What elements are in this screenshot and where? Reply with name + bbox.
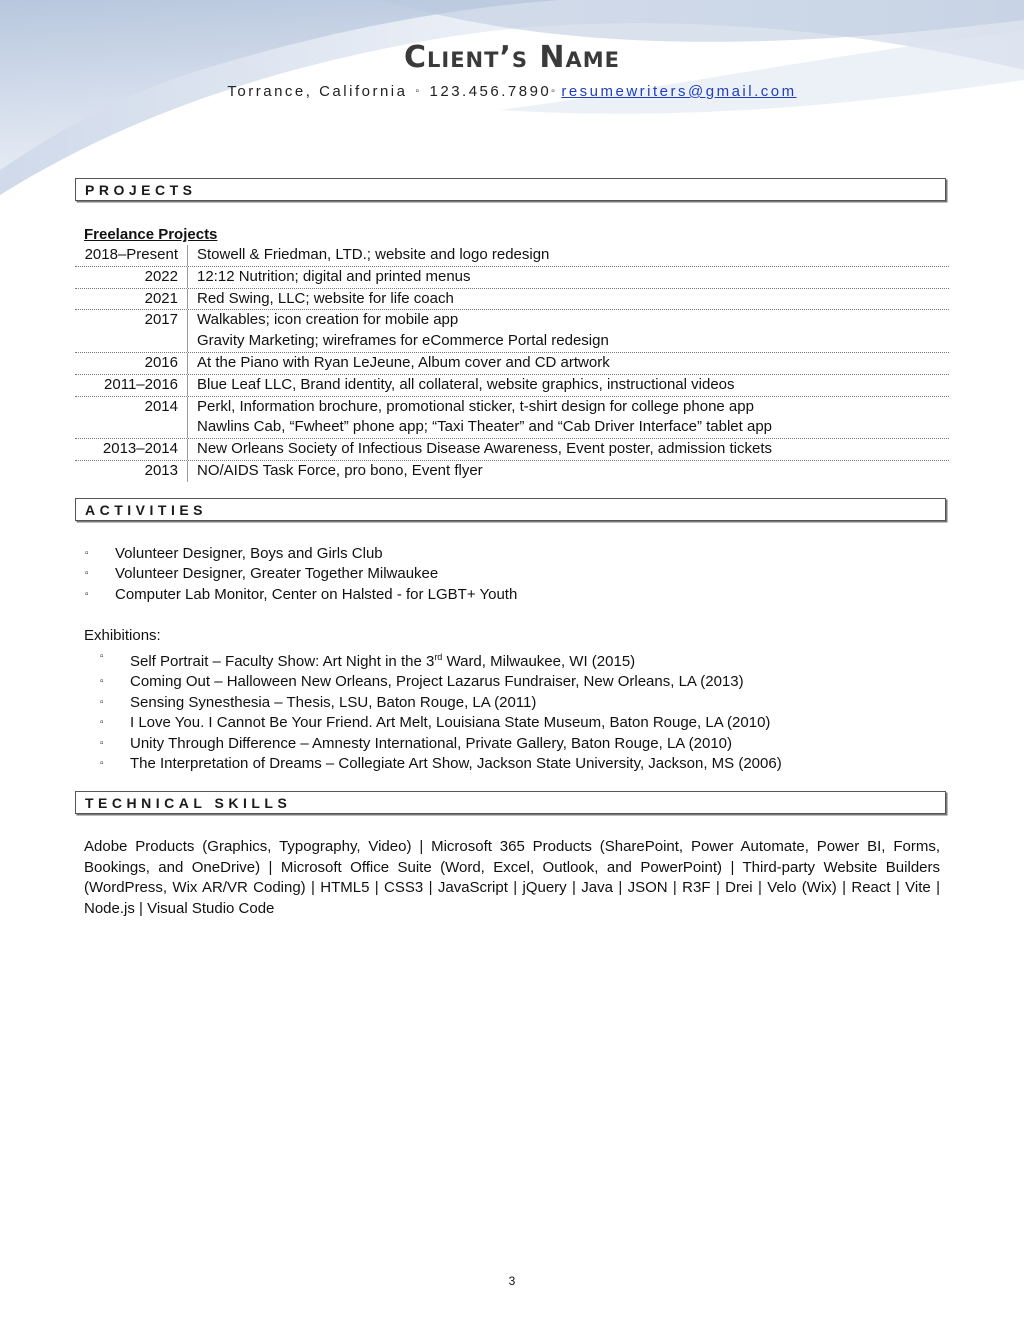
table-row [75,439,949,461]
freelance-projects-subheading: Freelance Projects [84,226,218,243]
list-item-text: Volunteer Designer, Boys and Girls Club [115,545,383,562]
table-row [75,289,949,311]
project-year: 2017 [75,310,188,331]
square-bullet-icon: ▫ [85,588,89,600]
section-heading-projects: PROJECTS [75,178,946,201]
list-item-text: Computer Lab Monitor, Center on Halsted - for LGBT+ Youth [115,585,518,603]
list-item [99,713,782,733]
project-year: 2022 [75,267,188,288]
ordinal-suffix: rd [434,652,443,662]
project-year [75,331,188,352]
square-bullet-icon: ▫ [100,676,104,688]
list-item-text: I Love You. I Cannot Be Your Friend. Art Melt, Louisiana State Museum, Baton Rouge, LA (2010) [130,714,771,732]
project-year: 2013 [75,461,188,482]
list-item-text: Volunteer Designer, Greater Together Milwaukee [115,565,439,583]
list-item [84,585,517,605]
section-heading-technical-skills: TECHNICAL SKILLS [75,791,946,814]
table-row [75,331,949,353]
project-year: 2016 [75,353,188,374]
project-description: Red Swing, LLC; website for life coach [197,289,454,307]
list-item [84,564,517,584]
project-year: 2014 [75,397,188,418]
project-description: Blue Leaf LLC, Brand identity, all collateral, website graphics, instructional videos [197,375,735,393]
square-bullet-icon: ▫ [100,737,104,749]
list-item-text: The Interpretation of Dreams – Collegiate Art Show, Jackson State University, Jackson, MS (2006) [130,755,782,773]
project-description: Gravity Marketing; wireframes for eCommerce Portal redesign [197,332,609,350]
square-bullet-icon: ▫ [85,548,89,559]
email-link[interactable]: resumewriters@gmail.com [561,83,797,100]
list-item-text: Unity Through Difference – Amnesty International, Private Gallery, Baton Rouge, LA (2010) [130,734,732,752]
page-number: 3 [508,1274,516,1288]
activities-list [84,544,517,605]
project-description: NO/AIDS Task Force, pro bono, Event flyer [197,461,483,479]
location: Torrance, California [227,83,408,100]
square-bullet-icon: ▫ [85,568,89,580]
table-row [75,461,949,482]
list-item [99,734,782,754]
list-item [84,544,517,564]
projects-table [75,245,949,482]
exhibitions-list [99,647,782,774]
contact-line [0,83,1024,100]
exhibition-text [130,647,635,672]
table-row [75,375,949,397]
table-row [75,353,949,375]
client-name: Client’s Name [403,40,621,75]
table-row [75,267,949,289]
project-description: Perkl, Information brochure, promotional sticker, t-shirt design for college phone app [197,397,754,415]
project-year: 2021 [75,289,188,310]
square-bullet-icon: ▫ [100,758,104,770]
exhibition-text-start: Self Portrait – Faculty Show: Art Night in the 3 [130,653,435,670]
table-row [75,245,949,267]
table-row [75,417,949,439]
square-bullet-icon: ▫ [100,717,104,729]
list-item-text: Coming Out – Halloween New Orleans, Project Lazarus Fundraiser, New Orleans, LA (2013) [130,673,744,691]
technical-skills-text: Adobe Products (Graphics, Typography, Video) | Microsoft 365 Products (SharePoint, Power Automate, Power BI, Forms, Bookings, and OneDrive) | Microsoft Office Suite (Word, Excel, Outlook, and PowerPoint) | Third-party Website Builders (WordPress, Wix AR/VR Coding) | HTML5 | CSS3 | JavaScript | jQuery | Java | JSON | R3F | Drei | Velo (Wix) | React | Vite | Node.js | Visual Studio Code [84,838,940,917]
list-item [99,647,782,672]
table-row [75,397,949,418]
project-year [75,417,188,438]
exhibition-text-end: Ward, Milwaukee, WI (2015) [442,653,636,670]
project-year: 2018–Present [75,245,188,266]
separator-icon: ▫ [551,86,558,97]
resume-header [0,40,1024,100]
separator-icon: ▫ [415,86,422,97]
list-item [99,754,782,774]
list-item-text: Sensing Synesthesia – Thesis, LSU, Baton Rouge, LA (2011) [130,693,537,711]
table-row [75,310,949,331]
exhibitions-label: Exhibitions: [84,627,161,644]
phone: 123.456.7890 [429,83,552,100]
square-bullet-icon: ▫ [100,651,104,662]
list-item [99,672,782,692]
square-bullet-icon: ▫ [100,696,104,708]
project-description: At the Piano with Ryan LeJeune, Album cover and CD artwork [197,353,610,371]
project-year: 2011–2016 [75,375,188,396]
project-description: New Orleans Society of Infectious Disease Awareness, Event poster, admission tickets [197,440,772,458]
project-description: 12:12 Nutrition; digital and printed menus [197,267,471,285]
section-heading-activities: ACTIVITIES [75,498,946,521]
list-item [99,693,782,713]
project-year: 2013–2014 [75,439,188,460]
project-description: Stowell & Friedman, LTD.; website and logo redesign [197,246,550,263]
project-description: Walkables; icon creation for mobile app [197,311,459,329]
project-description: Nawlins Cab, “Fwheet” phone app; “Taxi Theater” and “Cab Driver Interface” tablet app [197,418,773,436]
